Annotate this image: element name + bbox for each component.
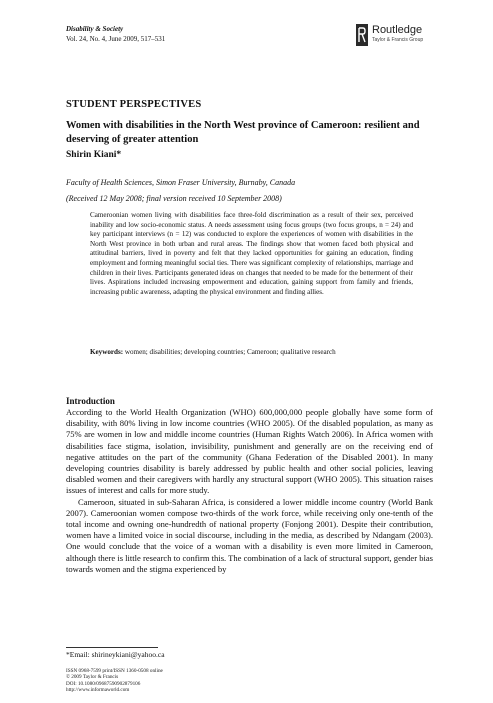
author-email: *Email: shirineykiani@yahoo.ca: [66, 650, 165, 659]
section-label: STUDENT PERSPECTIVES: [66, 99, 202, 110]
abstract: Cameroonian women living with disabilities face three-fold discrimination as a result of their sex, perceived inability and low socio-economic status. A needs assessment using focus groups (two focus groups, n = 24) and key participant interviews (n = 12) was conducted to explore the experiences of women with disabilities in the North West province in both urban and rural areas. The findings show that women faced both physical and attitudinal barriers, lived in poverty and felt that they lacked opportunities for gaining an education, finding employment and forming meaningful social ties. There was significant complexity of relationships, marriage and children in their lives. Participants generated ideas on changes that needed to be made for the betterment of their lives. Aspirations included increasing empowerment and education, gaining support from family and friends, increasing public awareness, adapting the physical environment and finding allies.: [90, 211, 413, 296]
publication-metadata: [66, 668, 163, 694]
keywords-label: Keywords:: [90, 348, 124, 356]
keywords: [90, 348, 413, 358]
journal-issue: Vol. 24, No. 4, June 2009, 517–531: [66, 35, 166, 43]
copyright: © 2009 Taylor & Francis: [66, 674, 119, 681]
footnote-divider: [66, 647, 158, 648]
author-affiliation: Faculty of Health Sciences, Simon Fraser University, Burnaby, Canada: [66, 178, 296, 187]
issn: ISSN 0968-7599 print/ISSN 1360-0508 online: [66, 668, 163, 674]
doi: DOI: 10.1080/09687590902879106: [66, 680, 141, 687]
article-title: Women with disabilities in the North West province of Cameroon: resilient and deserving of greater attention: [66, 120, 420, 145]
publisher-logo: [356, 24, 423, 46]
article-author: Shirin Kiani*: [66, 150, 122, 160]
publisher-url: http://www.informaworld.com: [66, 687, 130, 694]
journal-header: [66, 24, 165, 44]
journal-name: Disability & Society: [66, 25, 124, 33]
paragraph: According to the World Health Organization (WHO) 600,000,000 people globally have some form of disability, with 80% living in low income countries (WHO 2005). Of the disabled population, as many as 75% are women in low and middle income countries (Human Rights Watch 2006). In Africa women with disabilities face stigma, isolation, invisibility, punishment and generally are on the receiving end of negative attitudes on the part of the community (Ghana Federation of the Disabled 2001). In many developing countries disability is barely addressed by public health and other social policies, leaving disabled women and their caregivers with hardly any structural support (WHO 2005). This situation raises issues of interest and calls for more study.: [66, 407, 433, 496]
routledge-logo-icon: [356, 24, 368, 46]
body-text: [66, 407, 433, 575]
paragraph: Cameroon, situated in sub-Saharan Africa, is considered a lower middle income country (World Bank 2007). Cameroonian women compose two-thirds of the work force, while receiving only one-tenth of the total income and owning one-hundredth of national property (Fonjong 2001). Despite their contribution, women have a limited voice in social discourse, including in the media, as described by Ndangam (2003). One would conclude that the voice of a woman with a disability is even more limited in Cameroon, although there is little research to confirm this. The combination of a lack of structural support, gender bias towards women and the stigma experienced by: [66, 496, 433, 574]
publisher-name: Routledge: [372, 24, 423, 36]
keywords-list: women; disabilities; developing countries; Cameroon; qualitative research: [124, 348, 336, 356]
section-heading-introduction: Introduction: [66, 396, 115, 406]
publisher-group: Taylor & Francis Group: [372, 37, 424, 43]
received-dates: (Received 12 May 2008; final version received 10 September 2008): [66, 194, 282, 203]
